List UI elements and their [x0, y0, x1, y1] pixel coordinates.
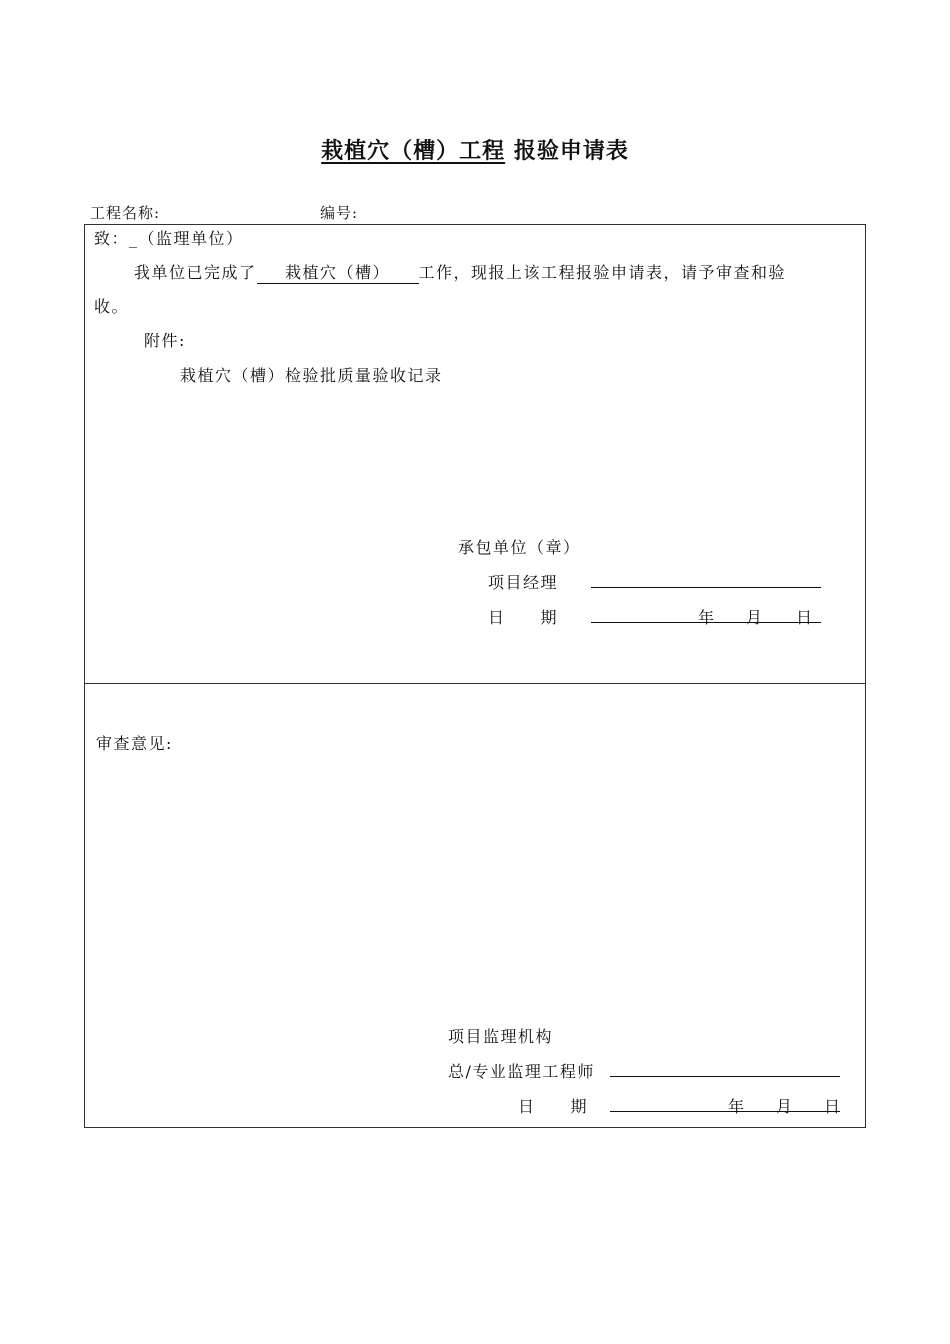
project-name-label: 工程名称: — [90, 204, 161, 222]
contractor-seal-label: 承包单位（章） — [458, 538, 581, 557]
supervision-engineer-signature-line — [610, 1076, 840, 1077]
attachment-item: 栽植穴（槽）检验批质量验收记录 — [180, 366, 443, 385]
to-supervision-label: 致：_（监理单位） — [94, 229, 244, 248]
review-month: 月 — [776, 1097, 794, 1116]
application-year: 年 — [698, 608, 716, 627]
title-rest: 报验申请表 — [513, 138, 629, 164]
supervision-engineer-label: 总/专业监理工程师 — [448, 1062, 595, 1081]
review-opinion-label: 审查意见: — [96, 734, 173, 753]
title-underlined: 栽植穴（槽）工程 — [321, 138, 506, 164]
supervision-org-label: 项目监理机构 — [448, 1027, 554, 1046]
application-month: 月 — [746, 608, 764, 627]
application-day: 日 — [796, 608, 814, 627]
application-form-box — [84, 224, 866, 1128]
body-suffix: 工作，现报上该工程报验申请表，请予审查和验 — [418, 263, 787, 282]
body-prefix: 我单位已完成了 — [134, 263, 257, 282]
review-day: 日 — [824, 1097, 842, 1116]
page-title — [0, 134, 950, 165]
project-manager-label: 项目经理 — [488, 573, 559, 592]
application-date-label: 日 期 — [488, 608, 559, 627]
attachment-label: 附件: — [144, 331, 186, 350]
number-label: 编号: — [320, 204, 359, 222]
application-body-continuation: 收。 — [94, 297, 130, 316]
review-date-label: 日 期 — [518, 1097, 589, 1116]
section-divider — [84, 683, 866, 684]
application-body-line — [134, 260, 786, 284]
completed-work-field: 栽植穴（槽） — [257, 260, 419, 284]
project-manager-signature-line — [591, 587, 821, 588]
review-date-line — [610, 1111, 840, 1112]
review-year: 年 — [728, 1097, 746, 1116]
